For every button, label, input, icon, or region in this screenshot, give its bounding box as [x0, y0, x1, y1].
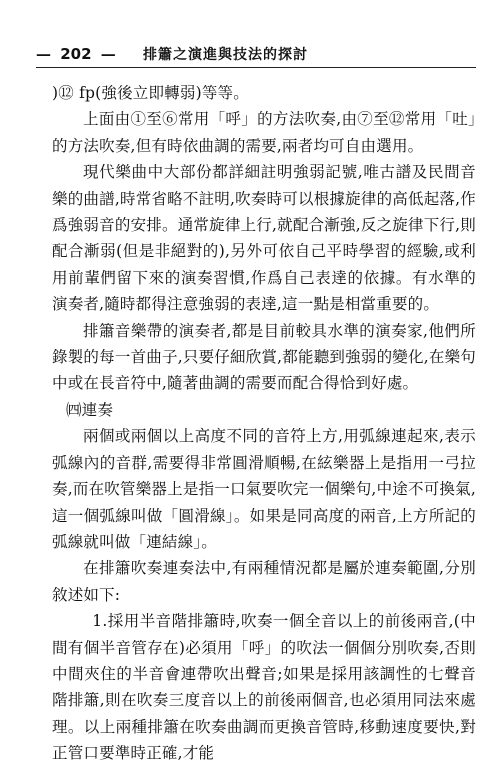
- page-header: [36, 44, 476, 64]
- paragraph-dynamics-notation: 現代樂曲中大部份都詳細註明強弱記號,唯古譜及民間音樂的曲譜,時常省略不註明,吹奏時可以根據旋律的高低起落,作爲強弱音的安排。通常旋律上行,就配合漸強,反之旋律下行,則配合漸弱(但是非絕對的),另外可依自己平時學習的經驗,或利用前輩們留下來的演奏習慣,作爲自己表達的依據。有水準的演奏者,隨時都得注意強弱的表達,這一點是相當重要的。: [52, 163, 476, 314]
- paragraph-legato-intro: 在排簫吹奏連奏法中,有兩種情況都是屬於連奏範圍,分別敘述如下:: [52, 559, 476, 604]
- paragraph-fp-continuation: )⑫ fp(強後立即轉弱)等等。: [52, 84, 249, 102]
- paragraph-performers: 排簫音樂帶的演奏者,都是目前較具水準的演奏家,他們所錄製的每一首曲子,只要仔細欣賞,都能聽到強弱的變化,在樂句中或在長音符中,隨著曲調的需要而配合得恰到好處。: [52, 321, 476, 393]
- body-text: [52, 80, 476, 767]
- paragraph-slur-definition: 兩個或兩個以上高度不同的音符上方,用弧線連起來,表示弧線內的音群,需要得非常圓滑順暢,在絃樂器上是指用一弓拉奏,而在吹管樂器上是指一口氣要吹完一個樂句,中途不可換氣,這一個弧線叫做「圓滑線」。如果是同高度的兩音,上方所記的弧線就叫做「連結線」。: [52, 427, 476, 551]
- header-rule: [36, 67, 476, 68]
- header-dash-right: —: [100, 45, 116, 63]
- header-dash-left: —: [36, 45, 51, 63]
- paragraph-breath-methods: 上面由①至⑥常用「呼」的方法吹奏,由⑦至⑫常用「吐」的方法吹奏,但有時依曲調的需要,兩者均可自由選用。: [52, 110, 476, 155]
- running-title: 排簫之演進與技法的探討: [143, 47, 309, 63]
- paragraph-numbered-item-1: 1.採用半音階排簫時,吹奏一個全音以上的前後兩音,(中間有個半音管存在)必須用「呼」的吹法一個個分別吹奏,否則中間夾住的半音會連帶吹出聲音;如果是採用該調性的七聲音階排簫,則在吹奏三度音以上的前後兩個音,也必須用同法來處理。以上兩種排簫在吹奏曲調而更換音管時,移動速度要快,對正管口要準時正確,才能: [52, 612, 476, 763]
- section-heading-legato: ㈣連奏: [65, 400, 114, 419]
- page-number: 202: [60, 45, 92, 63]
